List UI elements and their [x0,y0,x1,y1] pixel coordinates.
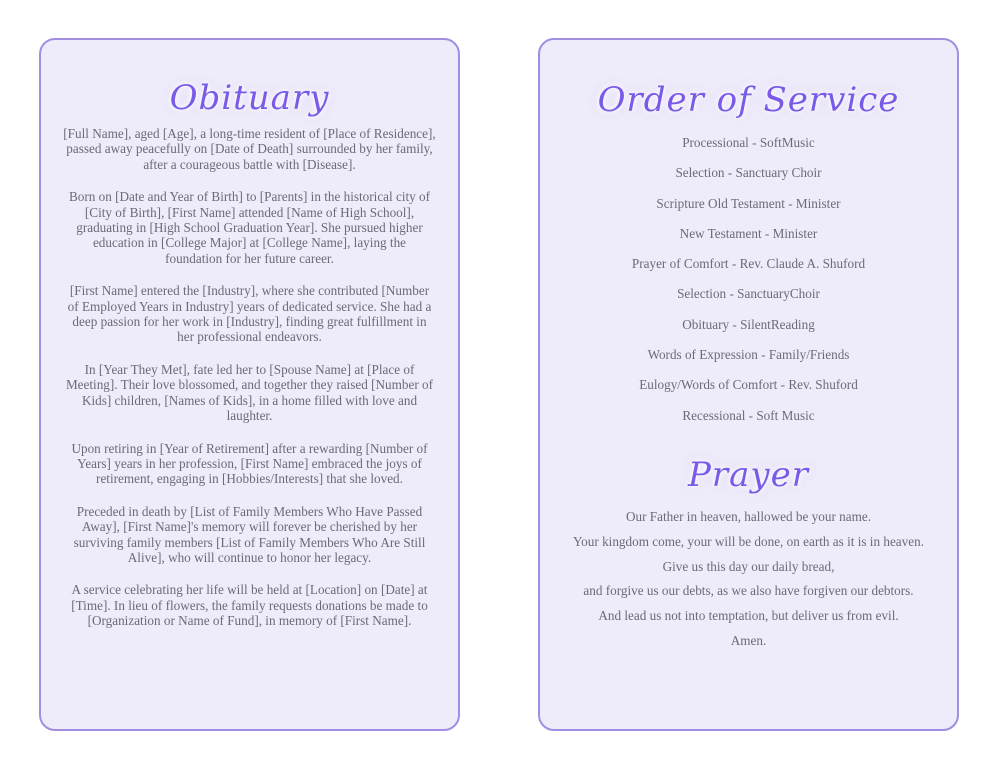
obituary-paragraph: A service celebrating her life will be held at [Location] on [Date] at [Time]. In lieu of flowers, the family requests donations be made to [Organization or Name of Fund], in memory of [First Name]. [71,582,428,629]
prayer-line: And lead us not into temptation, but deliver us from evil. [598,608,899,624]
order-of-service-list [540,128,957,431]
obituary-paragraph: Preceded in death by [List of Family Members Who Have Passed Away], [First Name]'s memory will forever be cherished by her surviving family members [List of Family Members Who Are Still Alive], who will continue to honor her legacy. [73,503,426,565]
service-item: Obituary - SilentReading [682,316,815,332]
prayer-line: Our Father in heaven, hallowed be your name. [626,508,871,524]
service-item: Selection - Sanctuary Choir [675,165,822,181]
service-item: Processional - SoftMusic [682,135,815,150]
service-item: Recessional - Soft Music [682,407,815,423]
obituary-paragraph: Born on [Date and Year of Birth] to [Parents] in the historical city of [City of Birth], [First Name] attended [Name of High School], graduating in [High School Graduation Year]. She pursued higher education in [College Major] at [College Name], laying the foundation for her future career. [68,189,431,266]
service-panel [538,38,959,731]
prayer-text [540,505,957,654]
prayer-line: Your kingdom come, your will be done, on earth as it is in heaven. [572,533,924,549]
service-item: Scripture Old Testament - Minister [656,195,841,211]
obituary-paragraph: Upon retiring in [Year of Retirement] after a rewarding [Number of Years] years in her profession, [First Name] embraced the joys of retirement, engaging in [Hobbies/Interests] that she loved. [71,440,428,487]
service-item: Prayer of Comfort - Rev. Claude A. Shuford [631,256,866,272]
service-item: Words of Expression - Family/Friends [647,347,850,363]
obituary-panel [39,38,460,731]
obituary-paragraph: In [Year They Met], fate led her to [Spouse Name] at [Place of Meeting]. Their love blossomed, and together they raised [Number of Kids] children, [Names of Kids], in a home filled with love and laughter. [65,361,434,424]
service-item: Eulogy/Words of Comfort - Rev. Shuford [639,377,858,393]
obituary-paragraph: [Full Name], aged [Age], a long-time resident of [Place of Residence], passed away peacefully on [Date of Death] surrounded by her family, after a courageous battle with [Disease]. [63,126,436,172]
prayer-line: Amen. [730,632,767,648]
obituary-body [41,126,458,629]
service-item: New Testament - Minister [679,225,818,241]
prayer-line: Give us this day our daily bread, [662,558,835,574]
service-item: Selection - SanctuaryChoir [677,286,820,302]
order-of-service-title: Order of Service [597,80,900,120]
prayer-line: and forgive us our debts, as we also have forgiven our debtors. [583,583,914,599]
obituary-paragraph: [First Name] entered the [Industry], where she contributed [Number of Employed Years in Industry] years of dedicated service. She had a deep passion for her work in [Industry], finding great fulfillment in her professional endeavors. [67,283,432,345]
obituary-title: Obituary [169,78,330,118]
prayer-title: Prayer [688,454,809,495]
